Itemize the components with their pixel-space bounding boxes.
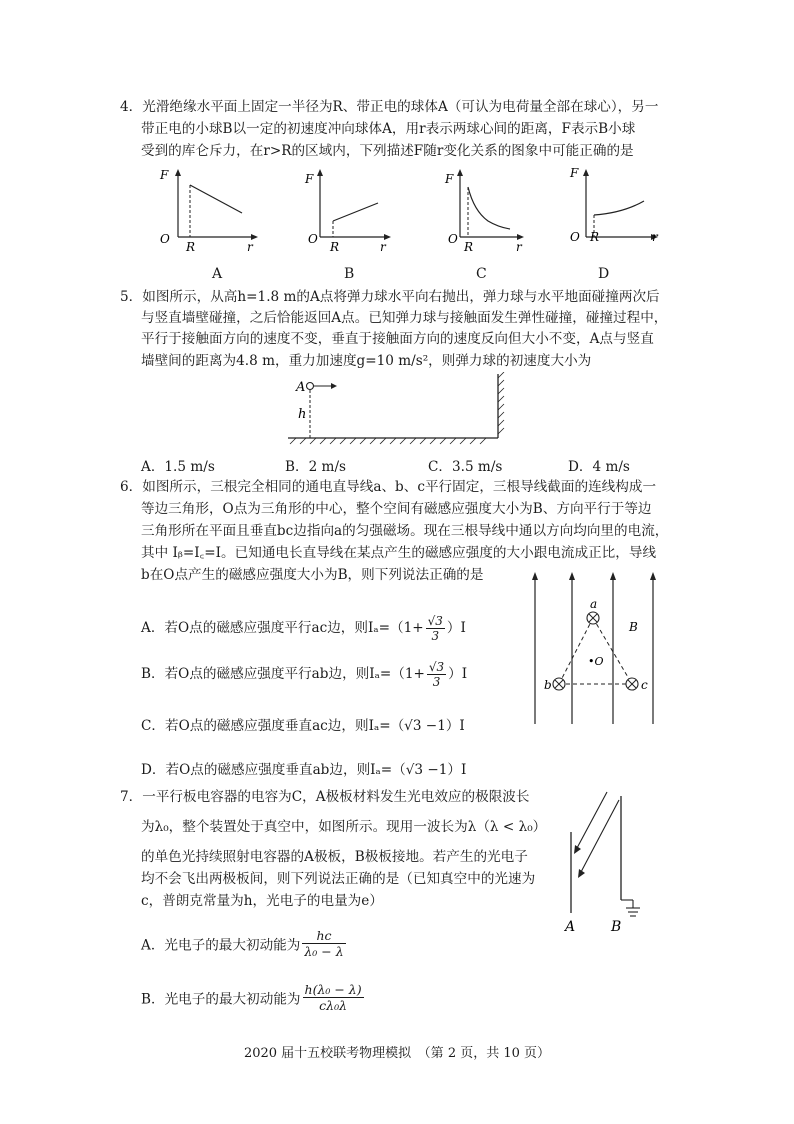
q7-option-a: A．光电子的最大初动能为 $\frac{hc}{\text{λ₀ − λ}}$ bbox=[141, 928, 344, 959]
q4d-origin-label: O bbox=[570, 230, 580, 244]
q5-option-b: B．2 m/s bbox=[285, 459, 346, 475]
q5-stem-line-2: 与竖直墙壁碰撞，之后恰能返回A点。已知弹力球与接触面发生弹性碰撞，碰撞过程中， bbox=[141, 310, 668, 326]
q4b-origin-label: O bbox=[308, 232, 318, 246]
q4-stem-line-1: 4．光滑绝缘水平面上固定一半径为R、带正电的球体A（可认为电荷量全部在球心），另一 bbox=[120, 99, 659, 115]
q5-height-label: h bbox=[298, 407, 307, 422]
q4-option-b-label: B bbox=[344, 266, 355, 282]
q6-stem-line-1: 6．如图所示，三根完全相同的通电直导线a、b、c平行固定，三根导线截面的连线构成一 bbox=[120, 479, 657, 495]
q7-stem-line-4: 均不会飞出两极板间，则下列说法正确的是（已知真空中的光速为 bbox=[141, 871, 536, 887]
q5-option-c: C．3.5 m/s bbox=[428, 459, 503, 475]
q7-stem-line-2: 为λ₀，整个装置处于真空中，如图所示。现用一波长为λ（λ < λ₀） bbox=[141, 819, 547, 835]
q6-stem-line-5: b在O点产生的磁感应强度大小为B，则下列说法正确的是 bbox=[141, 567, 484, 583]
q6-option-a: A．若O点的磁感应强度平行ac边，则Iₐ=（1+ $\frac{√3}{3}$ ）I bbox=[141, 614, 466, 643]
q5-stem-line-4: 墙壁间的距离为4.8 m，重力加速度g=10 m/s²，则弹力球的初速度大小为 bbox=[141, 353, 592, 369]
q7-stem-line-1: 7．一平行板电容器的电容为C，A极板材料发生光电效应的极限波长 bbox=[120, 789, 530, 805]
q4-stem-line-2: 带正电的小球B以一定的初速度冲向球体A，用r表示两球心间的距离，F表示B小球 bbox=[141, 121, 636, 137]
q4b-x-label: r bbox=[380, 240, 386, 254]
q4c-x-label: r bbox=[516, 240, 522, 254]
q6-wire-a-label: a bbox=[590, 597, 598, 611]
q7-stem-line-5: c，普朗克常量为h，光电子的电量为e） bbox=[141, 893, 383, 909]
q4b-r-mark: R bbox=[330, 240, 340, 254]
q6-option-d: D．若O点的磁感应强度垂直ab边，则Iₐ=（√3 −1）I bbox=[141, 762, 467, 778]
q7-plate-a-label: A bbox=[565, 919, 576, 935]
q6-stem-line-3: 三角形所在平面且垂直bc边指向a的匀强磁场。现在三根导线中通以方向均向里的电流， bbox=[141, 523, 669, 539]
page-footer: 2020 届十五校联考物理模拟 （第 2 页，共 10 页） bbox=[243, 1046, 551, 1061]
q7-stem-line-3: 的单色光持续照射电容器的A极板，B极板接地。若产生的光电子 bbox=[141, 849, 528, 865]
q4-option-c-label: C bbox=[476, 266, 487, 282]
q4-option-d-label: D bbox=[598, 266, 610, 282]
q6-field-b-label: B bbox=[629, 620, 638, 634]
q5-stem-line-1: 5．如图所示，从高h=1.8 m的A点将弹力球水平向右抛出，弹力球与水平地面碰撞两次后 bbox=[120, 289, 660, 305]
q4-stem-line-3: 受到的库仑斥力，在r>R的区域内，下列描述F随r变化关系的图象中可能正确的是 bbox=[141, 143, 634, 159]
q4c-y-label: F bbox=[445, 172, 454, 186]
q4a-y-label: F bbox=[160, 168, 169, 182]
q4a-x-label: r bbox=[247, 240, 253, 254]
q4a-origin-label: O bbox=[160, 232, 170, 246]
q4-graph-c bbox=[440, 165, 535, 255]
q5-stem-line-3: 平行于接触面方向的速度不变，垂直于接触面方向的速度反向但大小不变，A点与竖直 bbox=[141, 331, 654, 347]
q4-graph-a bbox=[150, 165, 265, 255]
q6-figure bbox=[520, 568, 670, 728]
q7-plate-b-label: B bbox=[611, 919, 622, 935]
q6-stem-line-4: 其中 Iᵦ=I꜀=I。已知通电长直导线在某点产生的磁感应强度的大小跟电流成正比，导线 bbox=[141, 545, 657, 561]
q5-option-d: D．4 m/s bbox=[568, 459, 630, 475]
q6-option-c: C．若O点的磁感应强度垂直ac边，则Iₐ=（√3 −1）I bbox=[141, 718, 465, 734]
q4a-r-mark: R bbox=[186, 240, 196, 254]
q5-point-a-label: A bbox=[296, 380, 306, 395]
q4b-y-label: F bbox=[305, 172, 314, 186]
q4c-origin-label: O bbox=[448, 232, 458, 246]
q5-figure bbox=[280, 372, 520, 452]
q6-wire-b-label: b bbox=[544, 678, 552, 692]
q4d-y-label: F bbox=[570, 166, 579, 180]
q4d-x-label: r bbox=[652, 230, 658, 244]
q6-wire-c-label: c bbox=[641, 678, 648, 692]
q4c-r-mark: R bbox=[464, 240, 474, 254]
q7-option-b: B．光电子的最大初动能为 $\frac{\text{h(λ₀ − λ)}}{\text{cλ₀λ}}$ bbox=[141, 982, 362, 1013]
q4-option-a-label: A bbox=[212, 266, 223, 282]
q6-center-o-label: •O bbox=[588, 655, 604, 668]
q6-stem-line-2: 等边三角形，O点为三角形的中心，整个空间有磁感应强度大小为B、方向平行于等边 bbox=[141, 501, 652, 517]
q4-graph-b bbox=[300, 165, 400, 255]
q6-option-b: B．若O点的磁感应强度平行ab边，则Iₐ=（1+ $\frac{√3}{3}$ ）I bbox=[141, 660, 468, 689]
q5-option-a: A．1.5 m/s bbox=[141, 459, 215, 475]
q4-graph-d bbox=[568, 165, 668, 255]
q4d-r-mark: R bbox=[590, 230, 600, 244]
q7-figure bbox=[555, 788, 665, 938]
